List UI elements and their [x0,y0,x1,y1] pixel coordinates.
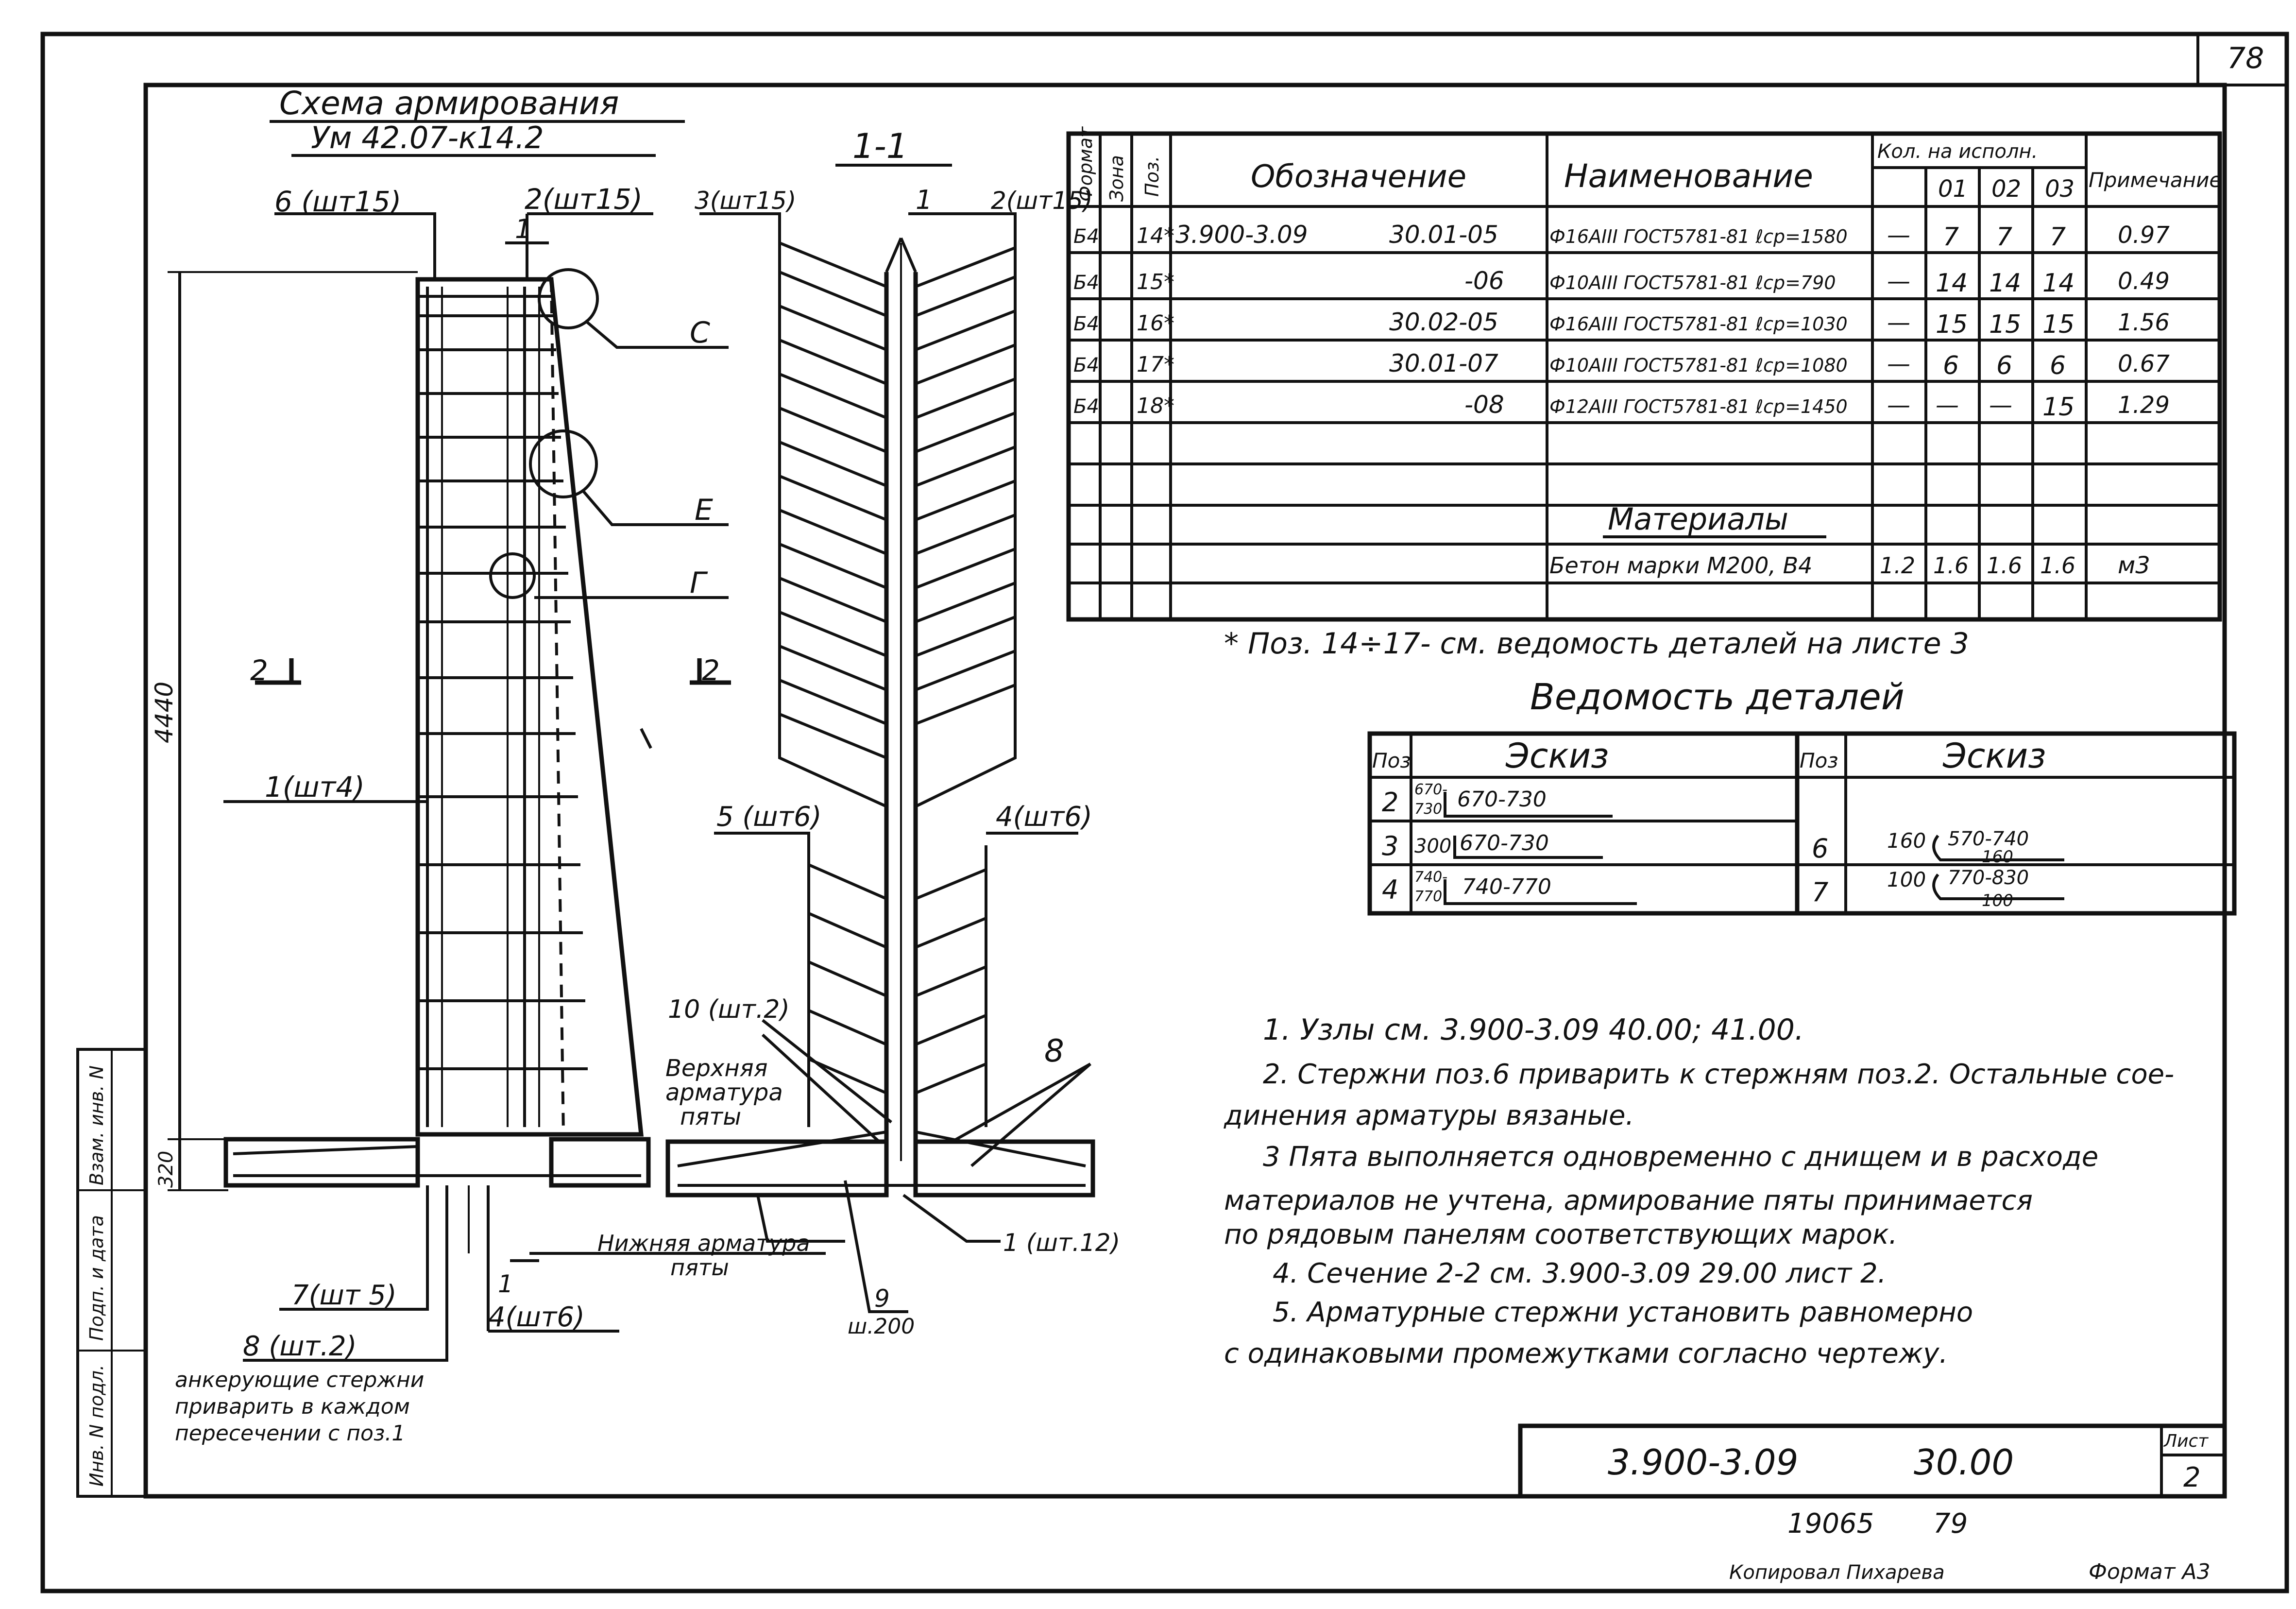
detail-main: 740-770 [1462,874,1551,899]
row-pos: 18* [1137,394,1174,418]
spec-table [1069,126,2222,619]
row-name: Ф10АIII ГОСТ5781-81 ℓср=790 [1549,272,1836,293]
detail-dim-a: 740- [1414,869,1448,886]
bar8-note-1: анкерующие стержни [175,1368,425,1392]
row-note: 0.97 [2118,222,2170,249]
row-qty-03: 6 [2050,351,2066,380]
row-qty-02: 15 [1989,310,2022,339]
row-qty-01: 7 [1943,223,1959,252]
row-name: Ф16АIII ГОСТ5781-81 ℓср=1030 [1549,313,1848,335]
label-height-dim: 4440 [150,681,178,743]
table-row [1073,391,2170,422]
title-sheet-number: 2 [2183,1462,2201,1493]
section-1-1 [597,126,1120,1339]
detail-pos: 7 [1812,877,1829,907]
hdr-qty-03: 03 [2045,175,2075,203]
row-note: 0.49 [2118,268,2170,295]
row-qty-00: — [1887,268,1910,295]
sec-label-bar2: 2(шт15) [991,187,1093,215]
archive-number: 19065 [1787,1508,1874,1540]
details-hdr-sketch2: Эскиз [1943,736,2046,776]
row-note: 1.56 [2118,309,2170,336]
sec-lower-rebar-1: Нижняя арматура [597,1230,810,1256]
table-row [1073,349,2170,380]
sec-label-bar1-top: 1 [916,185,933,215]
hdr-designation: Обозначение [1251,159,1467,195]
outer-frame [43,34,2287,1591]
details-title: Ведомость деталей [1530,676,1905,718]
material-qty-01: 1.6 [1933,552,1969,579]
label-base-dim: 320 [155,1150,177,1188]
bar8-note-2: приварить в каждом [175,1394,410,1419]
title-block [1520,1426,2225,1496]
row-qty-02: — [1989,392,2012,419]
label-node-e: Е [695,493,713,527]
bar8-note-3: пересечении с поз.1 [175,1421,406,1446]
hdr-zone: Зона [1106,155,1127,202]
sec-lower-rebar-2: пяты [670,1254,729,1281]
title-code: 30.00 [1914,1442,2014,1483]
label-bar8: 8 (шт.2) [243,1331,357,1362]
row-qty-01: — [1936,392,1959,419]
row-format: Б4 [1073,225,1099,248]
stamp-sign-label: Подп. и дата [86,1215,107,1341]
node-e-circle [530,431,596,497]
corner-number: 78 [2227,41,2264,75]
label-node-c: С [690,316,710,350]
sec-upper-rebar-1: Верхняя [665,1055,768,1082]
sec-label-bar4: 4(шт6) [996,801,1092,833]
detail-dim-b: 730 [1414,801,1443,818]
row-designation-doc: 3.900-3.09 [1175,221,1308,249]
label-bar1: 1(шт4) [265,770,365,804]
detail-dim-a: 300 [1414,835,1452,857]
detail-dim-a: 670- [1414,781,1448,798]
archive-year: 79 [1933,1508,1968,1540]
title-designation: 3.900-3.09 [1608,1442,1799,1483]
hdr-qty-group: Кол. на исполн. [1877,140,2038,163]
row-format: Б4 [1073,395,1099,418]
side-stamp [78,1049,146,1496]
row-designation-code: 30.01-07 [1389,349,1498,377]
detail-dim-a: 100 [1887,868,1926,891]
detail-dim-b: 770 [1414,888,1443,905]
row-qty-03: 14 [2042,269,2075,298]
detail-pos: 3 [1382,831,1399,861]
row-pos: 17* [1137,352,1174,377]
note-3-cont-1: материалов не учтена, армирование пяты принимается [1224,1185,2033,1216]
label-bar6: 6 (шт15) [274,185,402,218]
material-qty-02: 1.6 [1987,552,2023,579]
row-qty-01: 6 [1943,351,1959,380]
sec-label-bar3: 3(шт15) [695,187,797,215]
detail-dim-b: 100 [1982,891,2013,910]
label-bar2: 2(шт15) [525,183,643,216]
material-qty-00: 1.2 [1880,552,1916,579]
row-qty-03: 15 [2042,310,2075,339]
list-item [1812,828,2064,867]
row-designation-code: 30.02-05 [1389,308,1498,336]
row-qty-00: — [1887,222,1910,249]
material-name: Бетон марки М200, В4 [1549,552,1813,579]
details-table [1370,676,2234,913]
row-pos: 14* [1137,223,1174,248]
table-row [1549,552,2150,579]
list-item [1382,869,1637,905]
details-hdr-pos2: Поз [1800,749,1838,772]
list-item [1382,781,1613,818]
note-1: 1. Узлы см. 3.900-3.09 40.00; 41.00. [1263,1013,1804,1047]
note-5-cont: с одинаковыми промежутками согласно чертежу. [1224,1338,1948,1369]
sec-label-bar10: 10 (шт.2) [668,995,790,1024]
row-pos: 15* [1137,270,1174,294]
sec-upper-rebar-3: пяты [680,1103,742,1130]
sec-label-bar5: 5 (шт6) [716,801,822,833]
hdr-format: Формат [1075,126,1096,202]
copied-by: Копировал Пихарева [1729,1561,1945,1584]
row-pos: 16* [1137,311,1174,336]
row-qty-00: — [1887,392,1910,419]
title-sheet-label: Лист [2164,1431,2209,1451]
row-designation-code: -06 [1464,267,1504,295]
detail-pos: 2 [1382,787,1399,818]
row-qty-02: 14 [1989,269,2022,298]
row-format: Б4 [1073,313,1099,335]
scheme-title: Схема армирования [279,85,619,122]
details-hdr-pos: Поз [1372,749,1411,772]
row-qty-00: — [1887,350,1910,377]
label-bar4: 4(шт6) [488,1301,585,1333]
material-qty-03: 1.6 [2040,552,2076,579]
row-note: 1.29 [2118,392,2170,419]
detail-dim-a: 160 [1887,829,1926,853]
label-dim1-top: 1 [515,214,532,244]
detail-main: 670-730 [1457,787,1547,812]
hdr-note: Примечание [2089,168,2222,192]
row-name: Ф16АIII ГОСТ5781-81 ℓср=1580 [1549,226,1848,247]
notes [1224,1013,2174,1369]
sec-label-bar9-step: ш.200 [848,1314,915,1339]
detail-pos: 4 [1382,874,1399,905]
note-2: 2. Стержни поз.6 приварить к стержням поз.2. Остальные сое- [1263,1059,2175,1090]
row-designation-code: -08 [1464,391,1504,419]
table-row [1073,221,2170,252]
note-3: 3 Пята выполняется одновременно с днищем и в расходе [1263,1141,2099,1173]
note-4: 4. Сечение 2-2 см. 3.900-3.09 29.00 лист 2. [1273,1258,1887,1289]
list-item [1382,831,1603,861]
section-title: 1-1 [852,126,908,166]
scheme-panel-mark: Ум 42.07-к14.2 [311,120,544,155]
detail-main: 570-740 [1948,828,2029,850]
label-node-g: Г [690,566,706,600]
row-qty-03: 7 [2050,223,2066,252]
node-g-circle [491,554,534,598]
row-qty-02: 6 [1996,351,2013,380]
label-bar7: 7(шт 5) [291,1280,397,1311]
note-2-cont: динения арматуры вязаные. [1224,1100,1634,1131]
row-format: Б4 [1073,354,1099,377]
label-dim1-bottom: 1 [498,1270,513,1298]
node-c-circle [539,270,597,328]
row-name: Ф10АIII ГОСТ5781-81 ℓср=1080 [1549,355,1848,376]
stamp-inv-label: Инв. N подл. [86,1364,107,1487]
sec-label-bar9: 9 [874,1284,890,1313]
section-mark-right: 2 [702,654,720,687]
sec-upper-rebar-2: арматура [665,1079,783,1106]
row-qty-00: — [1887,309,1910,336]
table-row [1073,267,2170,298]
hdr-qty-01: 01 [1938,175,1968,203]
table-row [1073,308,2170,339]
stamp-replace-label: Взам. инв. N [86,1065,107,1185]
material-unit: м3 [2118,552,2150,579]
row-designation-code: 30.01-05 [1389,221,1498,249]
row-qty-03: 15 [2042,393,2075,422]
hdr-qty-02: 02 [1991,175,2022,203]
section-bars [780,243,1015,1093]
row-qty-02: 7 [1996,223,2013,252]
row-format: Б4 [1073,272,1099,294]
list-item [1812,867,2064,910]
note-5: 5. Арматурные стержни установить равномерно [1273,1297,1973,1328]
row-qty-01: 14 [1936,269,1968,298]
row-note: 0.67 [2118,350,2170,377]
sec-label-bar1-count: 1 (шт.12) [1003,1229,1121,1257]
detail-main: 770-830 [1948,867,2029,889]
details-hdr-sketch: Эскиз [1506,736,1609,776]
detail-dim-b: 160 [1982,847,2013,867]
sec-label-bar8: 8 [1044,1033,1064,1069]
note-3-cont-2: по рядовым панелям соответствующих марок. [1224,1219,1898,1250]
materials-heading: Материалы [1608,501,1788,537]
hdr-pos: Поз. [1141,155,1163,197]
row-name: Ф12АIII ГОСТ5781-81 ℓср=1450 [1549,396,1848,417]
detail-pos: 6 [1812,833,1829,864]
panel-outline [418,279,641,1134]
detail-main: 670-730 [1460,831,1549,856]
hdr-name: Наименование [1564,157,1813,195]
section-mark-left: 2 [250,654,268,687]
row-qty-01: 15 [1936,310,1968,339]
sheet-format: Формат А3 [2089,1559,2211,1584]
footnote: * Поз. 14÷17- см. ведомость деталей на листе 3 [1224,627,1969,661]
